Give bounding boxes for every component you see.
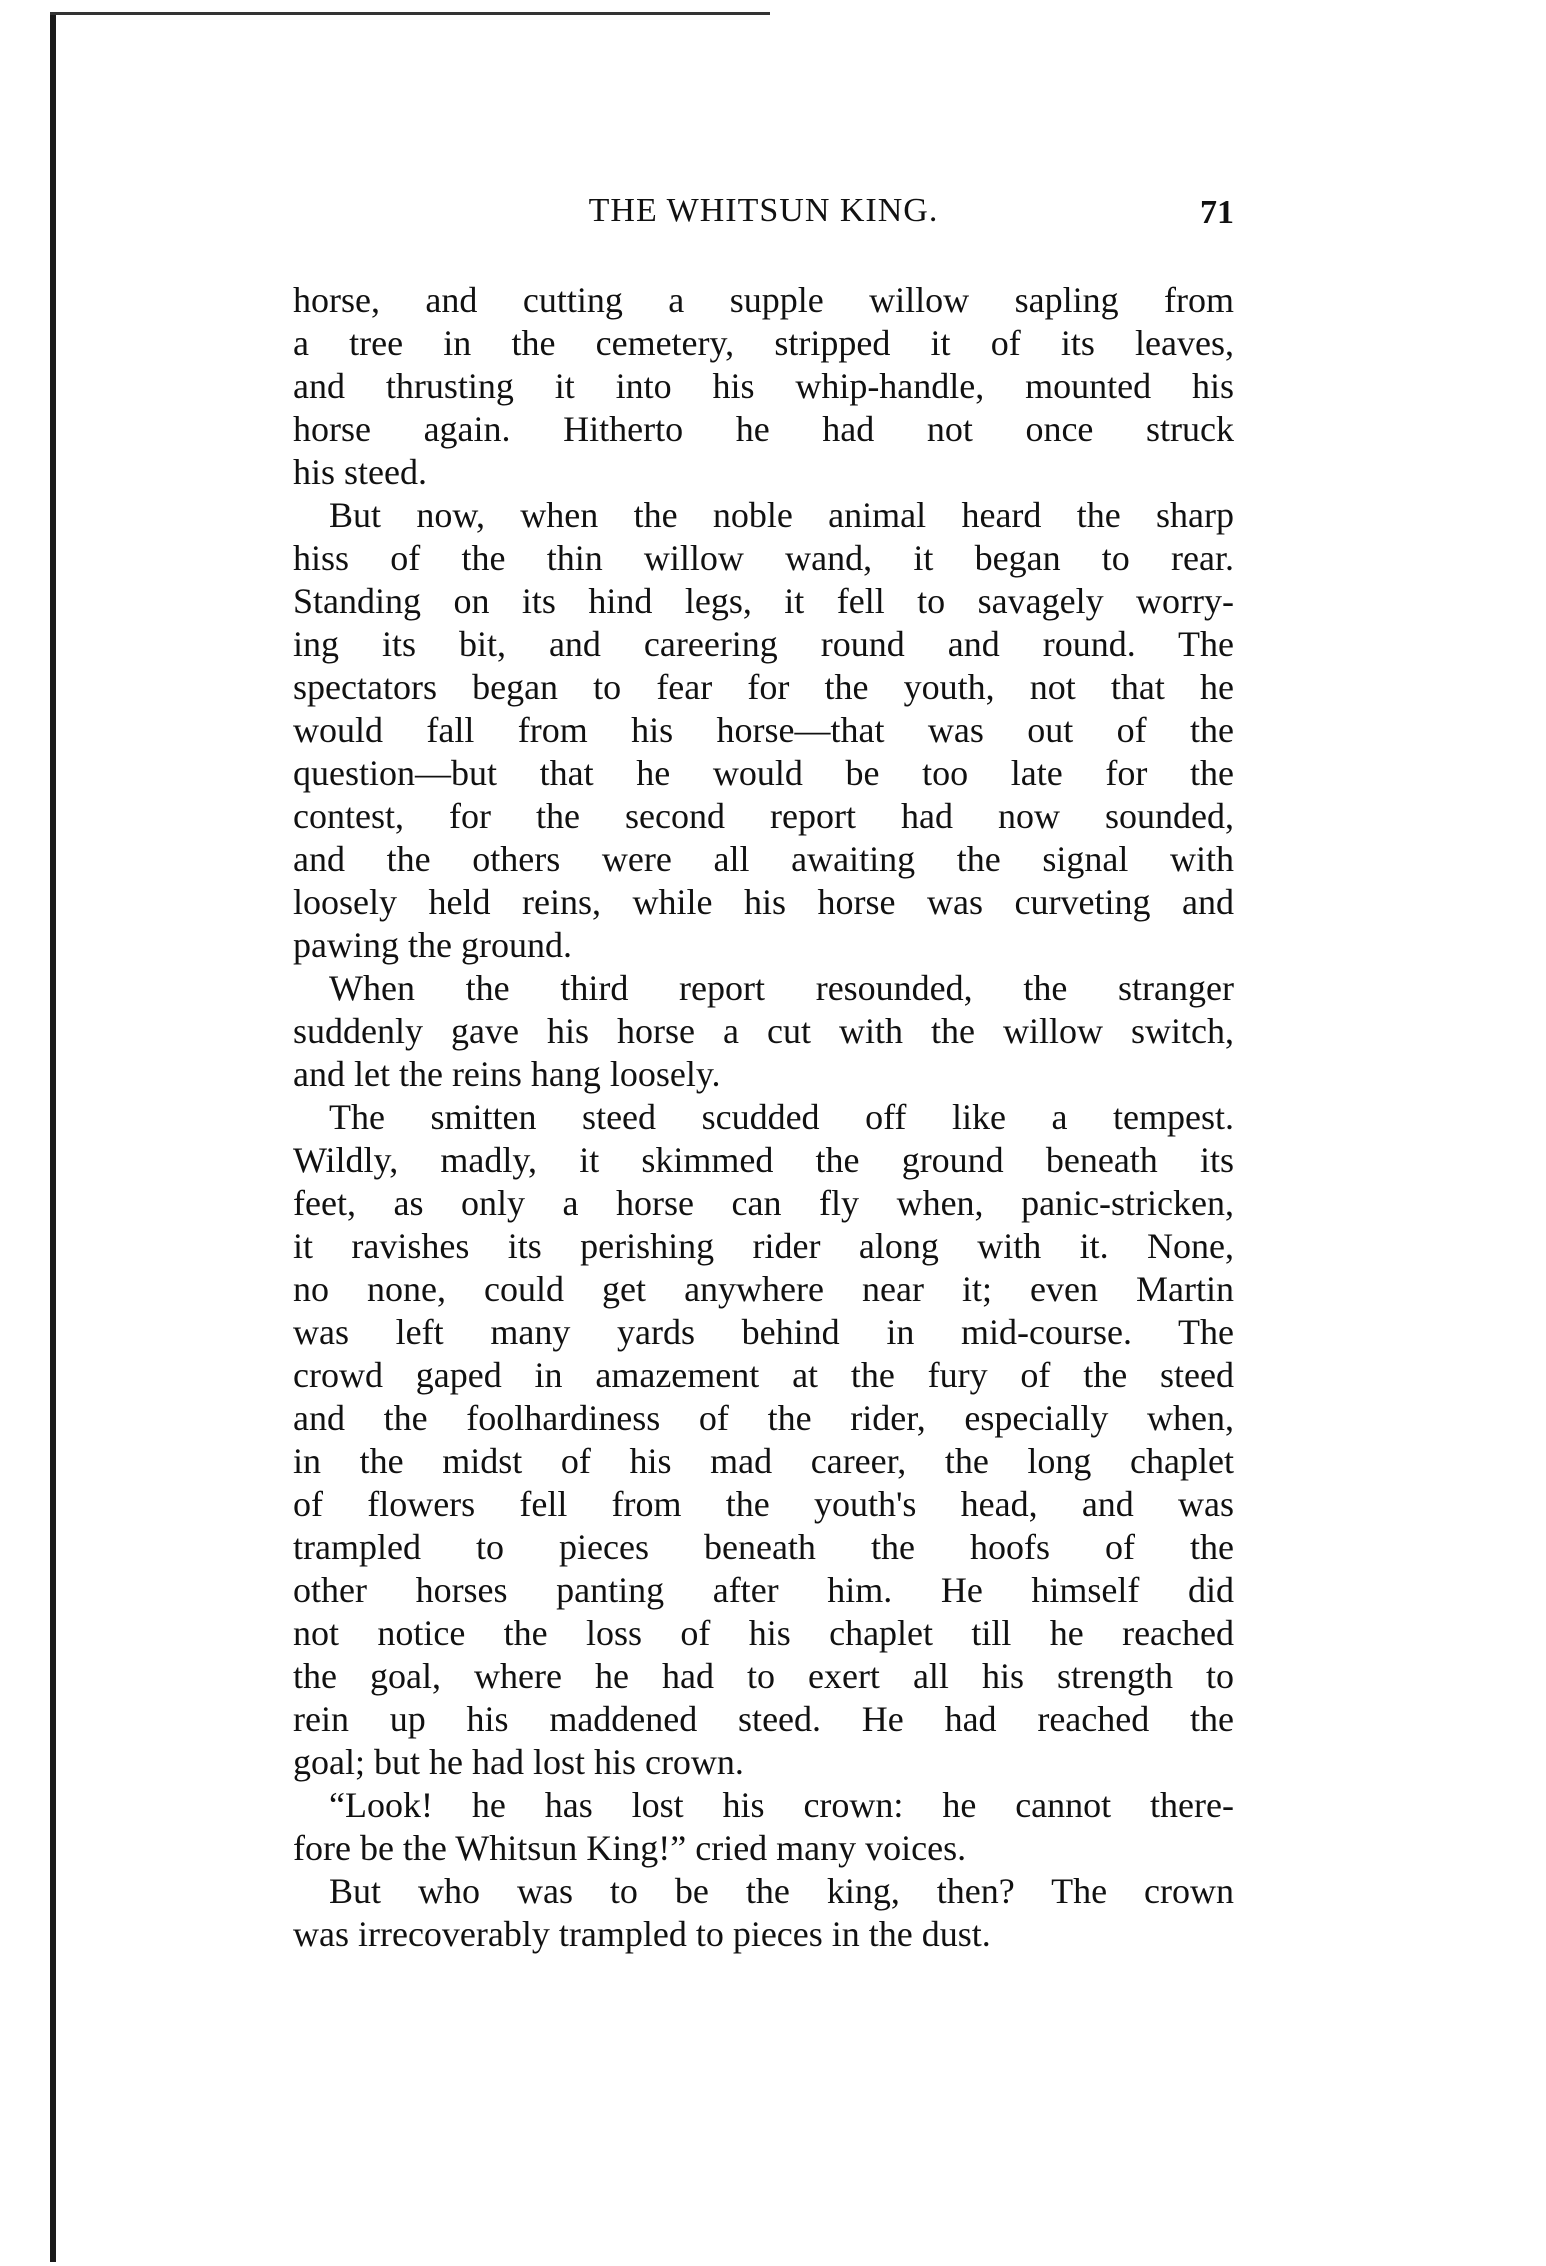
text-line: loosely held reins, while his horse was curveting and	[293, 882, 1234, 922]
paragraph	[293, 494, 1234, 967]
text-line: his steed.	[293, 452, 427, 492]
text-line: Standing on its hind legs, it fell to savagely worry-	[293, 581, 1234, 621]
text-line: suddenly gave his horse a cut with the willow switch,	[293, 1011, 1234, 1051]
text-line: would fall from his horse—that was out of the	[293, 710, 1234, 750]
text-line: the goal, where he had to exert all his strength to	[293, 1656, 1234, 1696]
text-line: Wildly, madly, it skimmed the ground beneath its	[293, 1140, 1234, 1180]
text-line: not notice the loss of his chaplet till he reached	[293, 1613, 1234, 1653]
page-edge-left	[50, 12, 56, 2262]
paragraph	[293, 1096, 1234, 1784]
body-text	[293, 279, 1234, 1956]
page-edge-top	[50, 12, 770, 15]
running-header	[293, 192, 1234, 242]
text-line: other horses panting after him. He himself did	[293, 1570, 1234, 1610]
text-line: ing its bit, and careering round and round. The	[293, 624, 1234, 664]
text-line: and thrusting it into his whip-handle, mounted his	[293, 366, 1234, 406]
text-line: crowd gaped in amazement at the fury of the steed	[293, 1355, 1234, 1395]
text-line: spectators began to fear for the youth, not that he	[293, 667, 1234, 707]
text-line: and the foolhardiness of the rider, especially when,	[293, 1398, 1234, 1438]
text-line: was irrecoverably trampled to pieces in the dust.	[293, 1914, 991, 1954]
text-line: horse, and cutting a supple willow sapling from	[293, 280, 1234, 320]
text-line: hiss of the thin willow wand, it began to rear.	[293, 538, 1234, 578]
paragraph	[293, 1870, 1234, 1956]
paragraph	[293, 1784, 1234, 1870]
text-line: was left many yards behind in mid-course. The	[293, 1312, 1234, 1352]
text-line: But who was to be the king, then? The crown	[329, 1871, 1234, 1911]
page-number: 71	[1200, 194, 1234, 231]
text-line: trampled to pieces beneath the hoofs of the	[293, 1527, 1234, 1567]
text-line: pawing the ground.	[293, 925, 572, 965]
text-line: horse again. Hitherto he had not once struck	[293, 409, 1234, 449]
text-line: feet, as only a horse can fly when, panic-stricken,	[293, 1183, 1234, 1223]
text-line: in the midst of his mad career, the long chaplet	[293, 1441, 1234, 1481]
text-line: But now, when the noble animal heard the sharp	[329, 495, 1234, 535]
text-line: When the third report resounded, the stranger	[329, 968, 1234, 1008]
paragraph	[293, 967, 1234, 1096]
text-line: no none, could get anywhere near it; even Martin	[293, 1269, 1234, 1309]
text-line: it ravishes its perishing rider along with it. None,	[293, 1226, 1234, 1266]
text-line: goal; but he had lost his crown.	[293, 1742, 744, 1782]
text-line: The smitten steed scudded off like a tempest.	[329, 1097, 1234, 1137]
text-line: fore be the Whitsun King!” cried many voices.	[293, 1828, 967, 1868]
text-line: rein up his maddened steed. He had reached the	[293, 1699, 1234, 1739]
text-line: “Look! he has lost his crown: he cannot there-	[329, 1785, 1234, 1825]
text-line: and let the reins hang loosely.	[293, 1054, 721, 1094]
text-line: and the others were all awaiting the signal with	[293, 839, 1234, 879]
text-line: a tree in the cemetery, stripped it of its leaves,	[293, 323, 1234, 363]
text-line: of flowers fell from the youth's head, and was	[293, 1484, 1234, 1524]
text-line: question—but that he would be too late for the	[293, 753, 1234, 793]
running-title: THE WHITSUN KING.	[588, 192, 939, 229]
paragraph	[293, 279, 1234, 494]
text-line: contest, for the second report had now sounded,	[293, 796, 1234, 836]
